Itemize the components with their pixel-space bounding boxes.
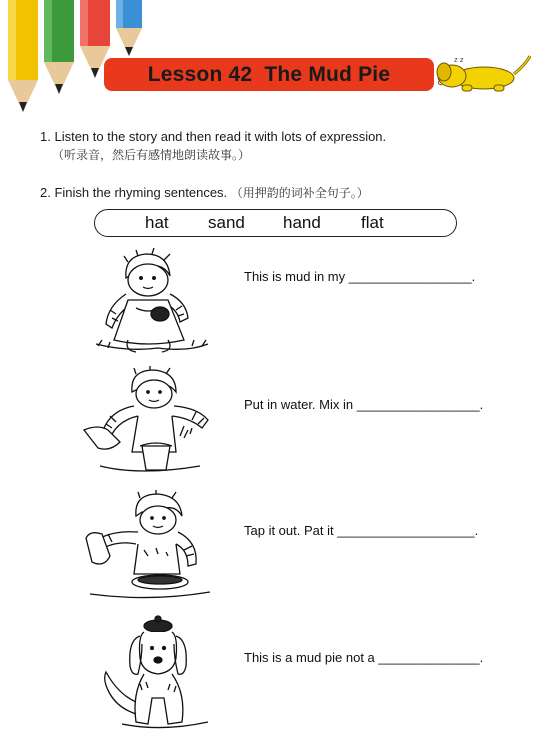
question-1-chinese: （听录音，然后有感情地朗读故事。） xyxy=(52,148,251,162)
word-bank-item: flat xyxy=(361,213,384,232)
question-2-number: 2. xyxy=(40,185,51,200)
word-bank-item: sand xyxy=(208,213,245,232)
question-1-text: Listen to the story and then read it with lots of expression. xyxy=(54,129,387,144)
question-2 xyxy=(40,184,369,202)
word-bank-item: hand xyxy=(283,213,321,232)
sentence-1: This is mud in my _________________. xyxy=(244,269,476,284)
child-patting-pie-illustration xyxy=(80,490,218,602)
sentence-2: Put in water. Mix in _________________. xyxy=(244,397,484,412)
lesson-title-bar xyxy=(104,58,434,91)
question-1 xyxy=(40,128,386,164)
child-holding-mud-illustration xyxy=(88,248,214,358)
question-2-chinese: （用押韵的词补全句子。） xyxy=(230,186,369,200)
sleeping-dog-icon xyxy=(432,52,534,94)
question-2-text: Finish the rhyming sentences. xyxy=(54,185,228,200)
question-1-number: 1. xyxy=(40,129,51,144)
svg-text:z z: z z xyxy=(454,56,464,64)
dog-with-hat-illustration xyxy=(92,614,218,732)
sentence-3: Tap it out. Pat it ___________________. xyxy=(244,523,479,538)
lesson-title: Lesson 42 The Mud Pie xyxy=(147,62,391,86)
word-bank xyxy=(94,209,457,237)
child-mixing-bucket-illustration xyxy=(80,366,216,478)
sentence-4: This is a mud pie not a ______________. xyxy=(244,650,484,665)
word-bank-item: hat xyxy=(145,213,169,232)
